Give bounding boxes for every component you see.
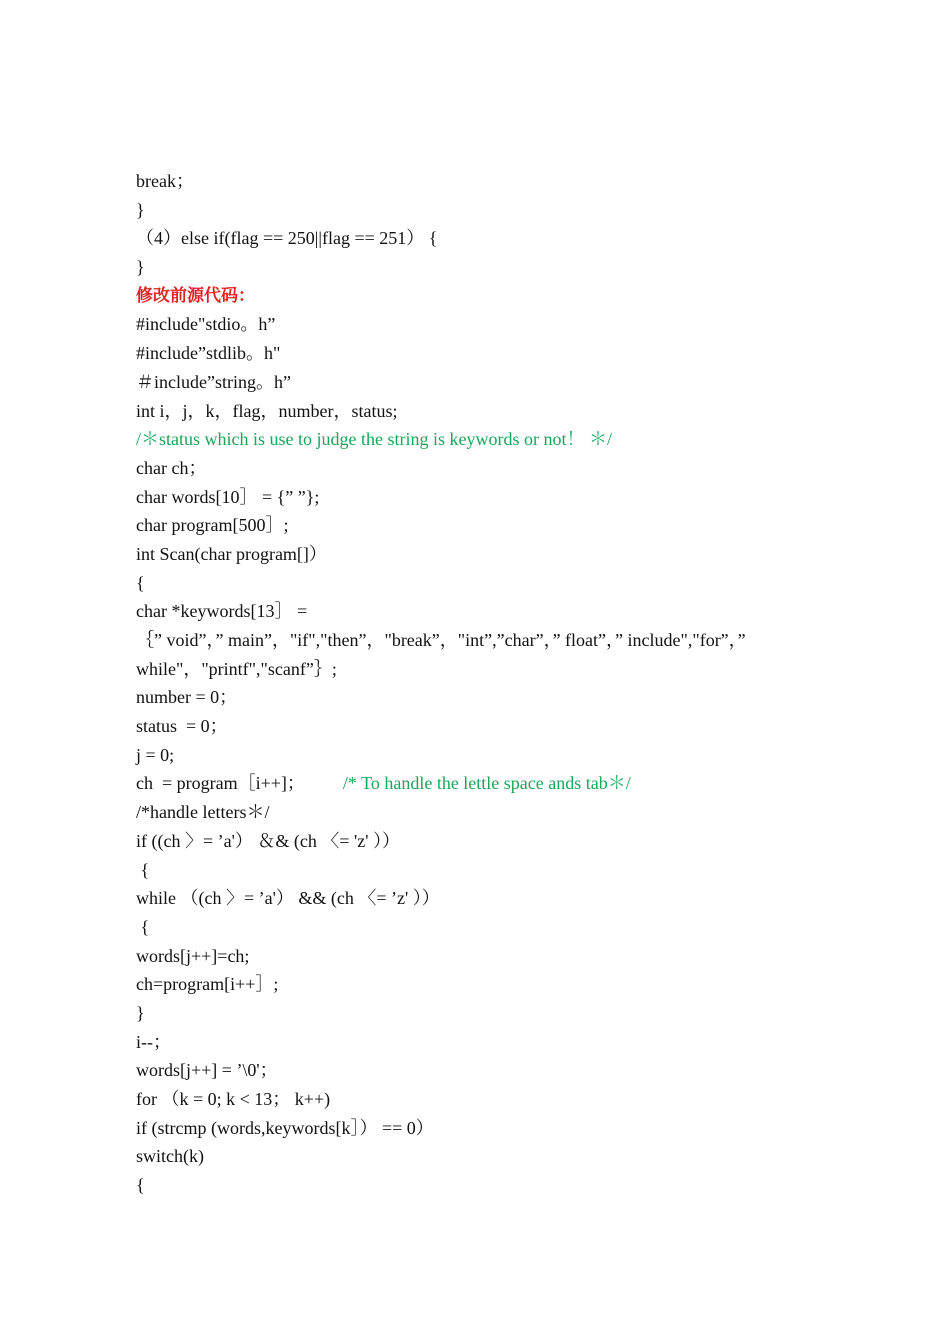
code-listing xyxy=(136,167,826,1200)
code-line-with-comment xyxy=(136,769,826,798)
code-line: #include”stdlib。h" xyxy=(136,343,281,364)
code-line: ＃include”string。h” xyxy=(136,371,291,392)
code-line: words[j++]=ch; xyxy=(136,945,250,966)
code-line: switch(k) xyxy=(136,1146,204,1167)
code-comment: /* To handle the lettle space ands tab＊/ xyxy=(342,773,631,794)
code-line: char words[10］ = {” ”}; xyxy=(136,486,320,507)
code-text: ch = program［i++]； xyxy=(136,773,305,794)
code-line: } xyxy=(136,257,145,278)
code-line: { xyxy=(136,859,150,880)
code-line: ch=program[i++］; xyxy=(136,974,279,995)
code-line: /*handle letters＊/ xyxy=(136,802,270,823)
code-line: while （(ch 〉= ’a'） && (ch 〈= ’z' ）） xyxy=(136,888,440,909)
section-heading: 修改前源代码： xyxy=(136,285,255,306)
code-line: char program[500］; xyxy=(136,515,289,536)
code-line: （4）else if(flag == 250||flag == 251） { xyxy=(136,228,438,249)
code-line: if ((ch 〉= ’a'） ＆& (ch 〈= 'z' ）） xyxy=(136,830,400,851)
code-line: } xyxy=(136,199,145,220)
code-line: char ch； xyxy=(136,457,207,478)
code-line: number = 0； xyxy=(136,687,238,708)
code-line: int Scan(char program[]） xyxy=(136,543,327,564)
code-comment: /＊status which is use to judge the string is keywords or not！ ＊/ xyxy=(136,429,612,450)
code-line: } xyxy=(136,1002,145,1023)
code-line: #include"stdio。h” xyxy=(136,314,276,335)
code-line: { xyxy=(136,1175,145,1196)
code-line: status = 0； xyxy=(136,716,228,737)
code-line: char *keywords[13］ = xyxy=(136,601,308,622)
code-line: j = 0; xyxy=(136,744,175,765)
code-line-keywords-array: ｛” void”，” main”，"if","then”，"break”，"int”,”char”，” float”，” include","for”，” while"，"printf","scanf”｝; xyxy=(136,630,751,679)
code-line: i--； xyxy=(136,1031,171,1052)
code-line: break； xyxy=(136,171,194,191)
code-line: words[j++] = ’\0'； xyxy=(136,1060,278,1081)
code-line: if (strcmp (words,keywords[k］） == 0） xyxy=(136,1117,434,1138)
code-line: for （k = 0; k < 13； k++) xyxy=(136,1089,331,1110)
code-line: { xyxy=(136,916,150,937)
code-line: int i，j，k，flag，number，status; xyxy=(136,400,398,421)
code-line: { xyxy=(136,572,145,593)
